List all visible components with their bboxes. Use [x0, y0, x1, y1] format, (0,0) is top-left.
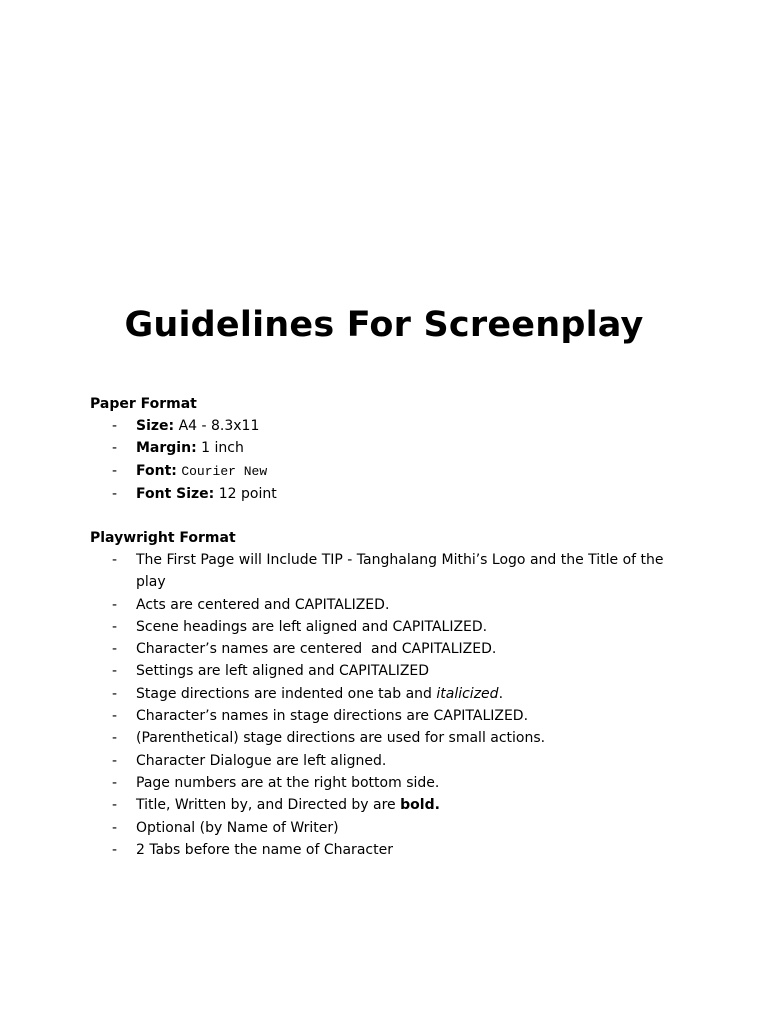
dash-bullet: - — [112, 462, 118, 479]
item-label: Font Size: — [136, 485, 215, 502]
list-item — [90, 660, 690, 682]
dash-bullet: - — [112, 552, 118, 568]
dash-bullet: - — [112, 730, 118, 747]
dash-bullet: - — [112, 440, 118, 457]
item-label: Size: — [136, 418, 175, 434]
item-text: Page numbers are at the right bottom side. — [136, 774, 440, 791]
list-item — [90, 683, 690, 705]
list-item-font-size — [90, 483, 690, 505]
list-item — [90, 616, 690, 638]
item-value: 12 point — [214, 485, 277, 502]
item-text: The First Page will Include TIP - Tanghalang Mithi’s Logo and the Title of the play — [136, 552, 664, 591]
item-emphasis: italicized — [436, 685, 499, 702]
page-title: Guidelines For Screenplay — [124, 305, 644, 345]
dash-bullet: - — [112, 797, 118, 814]
item-text: Scene headings are left aligned and CAPITALIZED. — [136, 618, 488, 635]
item-text: Optional (by Name of Writer) — [136, 819, 339, 836]
list-item — [90, 549, 690, 594]
list-item — [90, 772, 690, 794]
dash-bullet: - — [112, 752, 118, 769]
list-item — [90, 794, 690, 816]
item-label: Font: — [136, 462, 177, 479]
section-heading-playwright-format: Playwright Format — [90, 530, 236, 546]
playwright-format-section — [90, 527, 690, 861]
item-text: Title, Written by, and Directed by are — [136, 797, 401, 814]
list-item-font — [90, 460, 690, 483]
item-text: 2 Tabs before the name of Character — [136, 841, 393, 858]
item-text: Acts are centered and CAPITALIZED. — [136, 596, 390, 613]
list-item — [90, 705, 690, 727]
dash-bullet: - — [112, 418, 118, 434]
list-item — [90, 727, 690, 749]
list-item — [90, 750, 690, 772]
dash-bullet: - — [112, 596, 118, 613]
item-text: Settings are left aligned and CAPITALIZED — [136, 663, 430, 680]
item-tail: . — [498, 685, 504, 702]
list-item — [90, 594, 690, 616]
item-value: 1 inch — [196, 440, 244, 457]
list-item — [90, 839, 690, 861]
item-label: Margin: — [136, 440, 197, 457]
dash-bullet: - — [112, 841, 118, 858]
dash-bullet: - — [112, 708, 118, 725]
list-item — [90, 638, 690, 660]
item-text: (Parenthetical) stage directions are used for small actions. — [136, 730, 546, 747]
dash-bullet: - — [112, 685, 118, 702]
dash-bullet: - — [112, 641, 118, 658]
list-item-size — [90, 415, 690, 437]
item-value: Courier New — [181, 463, 268, 479]
dash-bullet: - — [112, 618, 118, 635]
paper-format-list — [90, 415, 690, 505]
dash-bullet: - — [112, 819, 118, 836]
item-text: Stage directions are indented one tab and — [136, 685, 437, 702]
item-emphasis: bold. — [400, 797, 440, 814]
item-text: Character’s names are centered and CAPITALIZED. — [136, 641, 497, 658]
playwright-format-list — [90, 549, 690, 861]
list-item — [90, 817, 690, 839]
section-heading-paper-format: Paper Format — [90, 396, 197, 412]
item-text: Character Dialogue are left aligned. — [136, 752, 387, 769]
dash-bullet: - — [112, 774, 118, 791]
item-value: A4 - 8.3x11 — [174, 418, 260, 434]
item-text: Character’s names in stage directions are CAPITALIZED. — [136, 708, 529, 725]
list-item-margin — [90, 437, 690, 459]
dash-bullet: - — [112, 485, 118, 502]
dash-bullet: - — [112, 663, 118, 680]
paper-format-section — [90, 393, 690, 505]
